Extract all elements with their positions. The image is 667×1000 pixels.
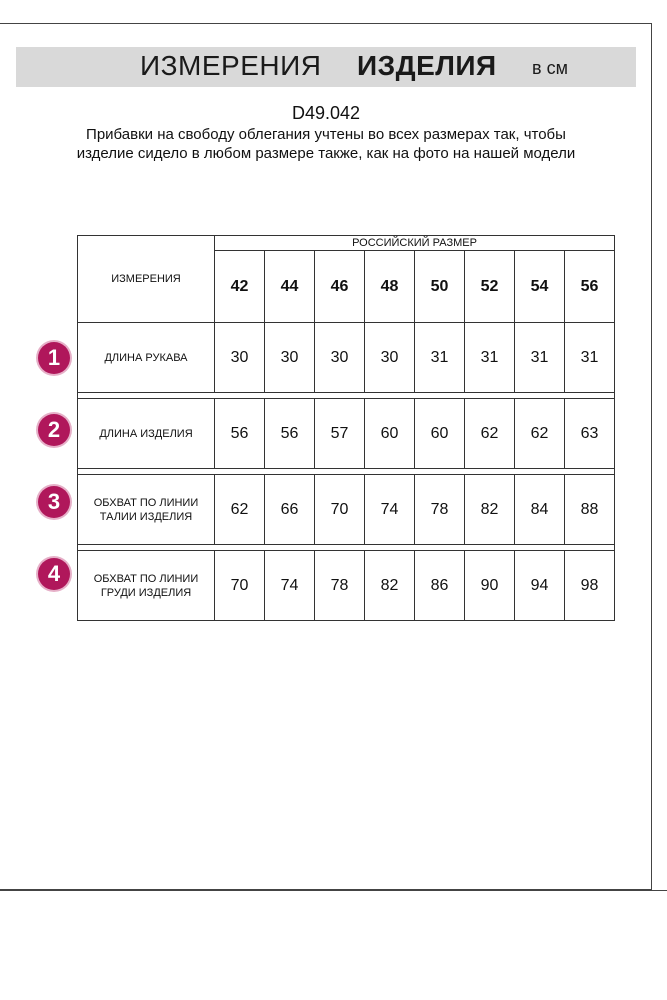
row-marker-3: 3 [38,486,70,518]
table-row [78,323,615,393]
size-group-label: РОССИЙСКИЙ РАЗМЕР [215,236,615,251]
title-word-garment: ИЗДЕЛИЯ [357,50,497,81]
table-cell: 82 [465,475,515,545]
table-cell: 56 [215,399,265,469]
corner-label: ИЗМЕРЕНИЯ [78,236,215,323]
table-cell: 30 [365,323,415,393]
table-row [78,475,615,545]
table-cell: 31 [515,323,565,393]
table-cell: 98 [565,551,615,621]
lower-frame [0,890,667,1000]
table-cell: 74 [365,475,415,545]
table-cell: 78 [315,551,365,621]
table-cell: 90 [465,551,515,621]
title-unit: в см [532,58,568,78]
table-cell: 62 [515,399,565,469]
size-table [77,235,615,621]
table-cell: 31 [415,323,465,393]
size-header: 50 [415,251,465,323]
table-cell: 30 [215,323,265,393]
table-cell: 70 [215,551,265,621]
table-cell: 30 [265,323,315,393]
table-cell: 74 [265,551,315,621]
size-header: 56 [565,251,615,323]
table-cell: 88 [565,475,615,545]
title-word-measurements: ИЗМЕРЕНИЯ [140,50,322,81]
row-marker-4: 4 [38,558,70,590]
row-label-bust-girth: ОБХВАТ ПО ЛИНИИ ГРУДИ ИЗДЕЛИЯ [78,551,215,621]
table-cell: 31 [465,323,515,393]
size-header: 42 [215,251,265,323]
table-cell: 94 [515,551,565,621]
table-cell: 31 [565,323,615,393]
size-header: 54 [515,251,565,323]
size-header: 48 [365,251,415,323]
size-header: 52 [465,251,515,323]
row-label-garment-length: ДЛИНА ИЗДЕЛИЯ [78,399,215,469]
table-cell: 57 [315,399,365,469]
row-marker-2: 2 [38,414,70,446]
article-code: D49.042 [291,103,361,123]
size-header: 46 [315,251,365,323]
table-row [78,551,615,621]
table-cell: 66 [265,475,315,545]
table-cell: 86 [415,551,465,621]
table-cell: 62 [465,399,515,469]
table-cell: 84 [515,475,565,545]
table-cell: 63 [565,399,615,469]
table-cell: 70 [315,475,365,545]
row-label-waist-girth: ОБХВАТ ПО ЛИНИИ ТАЛИИ ИЗДЕЛИЯ [78,475,215,545]
table-cell: 56 [265,399,315,469]
table-cell: 30 [315,323,365,393]
row-marker-1: 1 [38,342,70,374]
row-label-sleeve-length: ДЛИНА РУКАВА [78,323,215,393]
fit-note: Прибавки на свободу облегания учтены во всех размерах так, чтобы изделие сидело в любом размере также, как на фото на нашей модели [76,126,576,162]
table-cell: 60 [365,399,415,469]
table-cell: 78 [415,475,465,545]
table-row [78,399,615,469]
table-cell: 60 [415,399,465,469]
table-cell: 62 [215,475,265,545]
size-header: 44 [265,251,315,323]
table-cell: 82 [365,551,415,621]
